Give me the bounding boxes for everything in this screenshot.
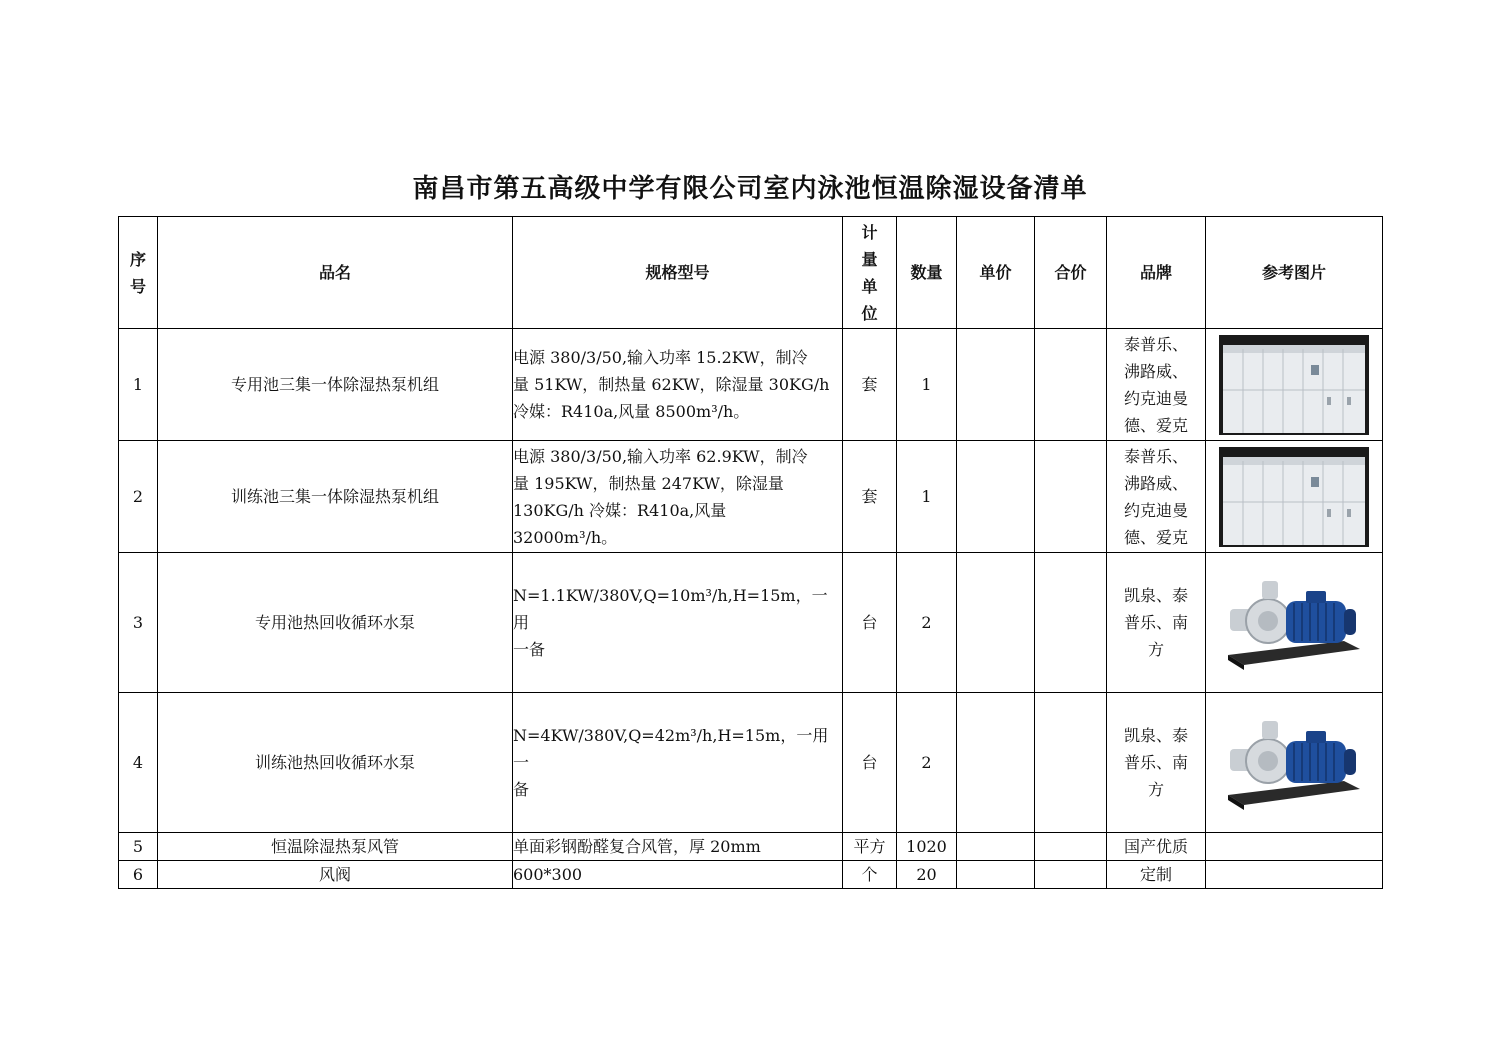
table-row xyxy=(119,833,1383,861)
cell-brand: 凯泉、泰 普乐、南 方 xyxy=(1107,693,1206,833)
cell-unit-price xyxy=(957,553,1035,693)
header-unit-price: 单价 xyxy=(957,217,1035,329)
cell-spec: 600*300 xyxy=(513,861,843,889)
cell-brand: 国产优质 xyxy=(1107,833,1206,861)
cell-name: 训练池三集一体除湿热泵机组 xyxy=(158,441,513,553)
table-row xyxy=(119,329,1383,441)
cell-image xyxy=(1206,329,1383,441)
table-row xyxy=(119,441,1383,553)
dehumidifier-unit-image xyxy=(1219,335,1369,435)
cell-brand: 泰普乐、 沸路威、 约克迪曼 德、爱克 xyxy=(1107,329,1206,441)
dehumidifier-unit-image xyxy=(1219,447,1369,547)
cell-unit-price xyxy=(957,861,1035,889)
cell-qty: 20 xyxy=(897,861,957,889)
cell-unit: 台 xyxy=(843,553,897,693)
cell-seq: 2 xyxy=(119,441,158,553)
cell-name: 风阀 xyxy=(158,861,513,889)
cell-unit: 台 xyxy=(843,693,897,833)
cell-spec: N=4KW/380V,Q=42m³/h,H=15m，一用一 备 xyxy=(513,693,843,833)
cell-unit: 个 xyxy=(843,861,897,889)
header-seq: 序 号 xyxy=(119,217,158,329)
cell-total xyxy=(1035,833,1107,861)
cell-qty: 1020 xyxy=(897,833,957,861)
cell-unit: 平方 xyxy=(843,833,897,861)
cell-total xyxy=(1035,553,1107,693)
table-row xyxy=(119,553,1383,693)
cell-unit-price xyxy=(957,441,1035,553)
cell-unit-price xyxy=(957,693,1035,833)
cell-qty: 2 xyxy=(897,693,957,833)
cell-image xyxy=(1206,553,1383,693)
header-spec: 规格型号 xyxy=(513,217,843,329)
cell-name: 专用池热回收循环水泵 xyxy=(158,553,513,693)
header-unit: 计 量 单 位 xyxy=(843,217,897,329)
cell-unit-price xyxy=(957,329,1035,441)
cell-image xyxy=(1206,441,1383,553)
cell-qty: 1 xyxy=(897,329,957,441)
cell-qty: 1 xyxy=(897,441,957,553)
water-pump-image xyxy=(1224,715,1364,811)
cell-image xyxy=(1206,861,1383,889)
cell-seq: 5 xyxy=(119,833,158,861)
table-row xyxy=(119,861,1383,889)
cell-total xyxy=(1035,329,1107,441)
cell-spec: 单面彩钢酚醛复合风管，厚 20mm xyxy=(513,833,843,861)
header-total: 合价 xyxy=(1035,217,1107,329)
table-row xyxy=(119,693,1383,833)
header-brand: 品牌 xyxy=(1107,217,1206,329)
cell-seq: 1 xyxy=(119,329,158,441)
table-header-row xyxy=(119,217,1383,329)
equipment-table xyxy=(118,216,1383,889)
header-qty: 数量 xyxy=(897,217,957,329)
water-pump-image xyxy=(1224,575,1364,671)
cell-seq: 6 xyxy=(119,861,158,889)
cell-name: 专用池三集一体除湿热泵机组 xyxy=(158,329,513,441)
cell-unit-price xyxy=(957,833,1035,861)
header-image: 参考图片 xyxy=(1206,217,1383,329)
cell-spec: 电源 380/3/50,输入功率 15.2KW，制冷 量 51KW，制热量 62KW，除湿量 30KG/h 冷媒：R410a,风量 8500m³/h。 xyxy=(513,329,843,441)
cell-total xyxy=(1035,441,1107,553)
cell-seq: 4 xyxy=(119,693,158,833)
cell-seq: 3 xyxy=(119,553,158,693)
cell-name: 训练池热回收循环水泵 xyxy=(158,693,513,833)
page-title: 南昌市第五高级中学有限公司室内泳池恒温除湿设备清单 xyxy=(412,174,1088,204)
cell-brand: 定制 xyxy=(1107,861,1206,889)
cell-spec: 电源 380/3/50,输入功率 62.9KW，制冷 量 195KW，制热量 247KW，除湿量 130KG/h 冷媒：R410a,风量 32000m³/h。 xyxy=(513,441,843,553)
cell-image xyxy=(1206,833,1383,861)
cell-spec: N=1.1KW/380V,Q=10m³/h,H=15m，一用 一备 xyxy=(513,553,843,693)
cell-unit: 套 xyxy=(843,441,897,553)
cell-image xyxy=(1206,693,1383,833)
cell-brand: 泰普乐、 沸路威、 约克迪曼 德、爱克 xyxy=(1107,441,1206,553)
header-name: 品名 xyxy=(158,217,513,329)
cell-qty: 2 xyxy=(897,553,957,693)
cell-unit: 套 xyxy=(843,329,897,441)
cell-total xyxy=(1035,693,1107,833)
cell-brand: 凯泉、泰 普乐、南 方 xyxy=(1107,553,1206,693)
cell-name: 恒温除湿热泵风管 xyxy=(158,833,513,861)
cell-total xyxy=(1035,861,1107,889)
